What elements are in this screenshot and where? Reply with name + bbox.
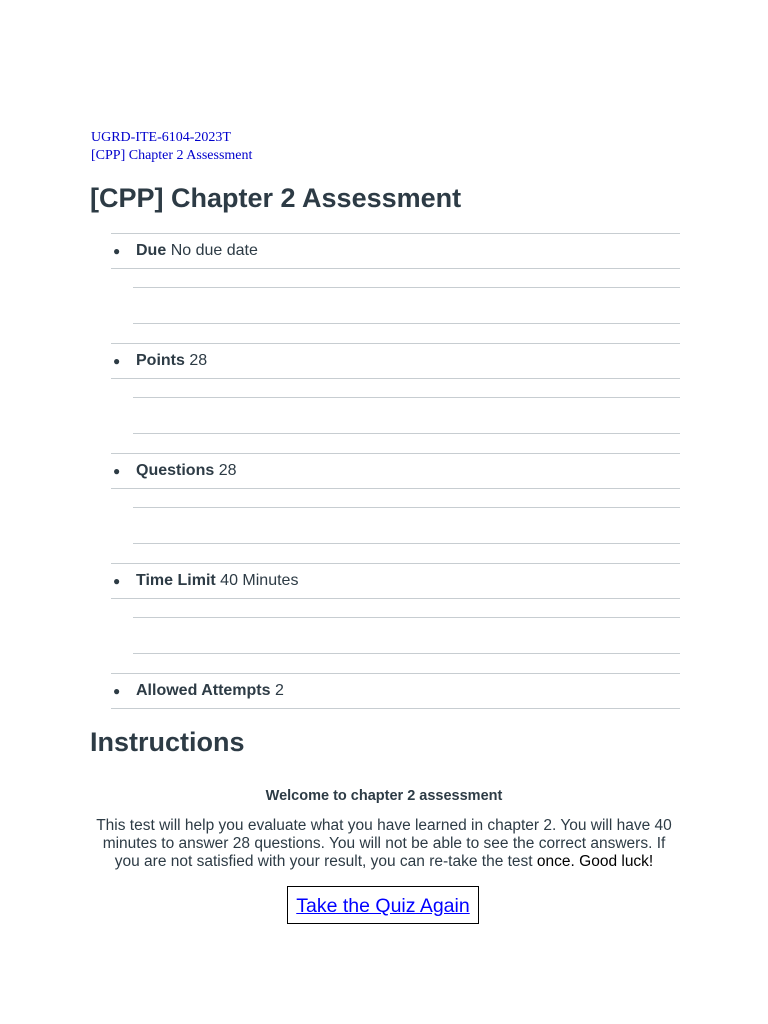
bullet-icon: ● [113,684,121,698]
bullet-icon: ● [113,464,121,478]
bullet-icon: ● [113,244,121,258]
divider [133,653,680,654]
detail-value: 40 Minutes [220,572,299,589]
detail-due [111,233,680,269]
description-main: This test will help you evaluate what you have learned in chapter 2. You will have 40 minutes to answer 28 questions. You will not be able to see the correct answers. If you are not satisfied with your result, you can re-take the test [96,817,672,870]
detail-label: Due [136,242,167,259]
detail-value: No due date [170,242,258,259]
page-title: [CPP] Chapter 2 Assessment [90,183,462,213]
detail-value: 28 [189,352,208,369]
instructions-heading: Instructions [90,727,245,757]
detail-spacer [133,599,680,673]
detail-value: 2 [274,682,284,699]
divider [133,507,680,508]
detail-label: Time Limit [136,572,216,589]
instructions-description [90,817,678,871]
detail-spacer [133,269,680,343]
breadcrumb [91,129,252,165]
detail-label: Allowed Attempts [136,682,271,699]
detail-label: Points [136,352,185,369]
bullet-icon: ● [113,574,121,588]
detail-label: Questions [136,462,215,479]
detail-spacer [133,489,680,563]
divider [133,323,680,324]
detail-spacer [133,379,680,453]
divider [133,543,680,544]
detail-allowed-attempts [111,673,680,709]
take-quiz-again-button[interactable]: Take the Quiz Again [287,886,479,924]
detail-points [111,343,680,379]
divider [133,287,680,288]
description-tail: once. Good luck! [536,853,654,870]
welcome-text: Welcome to chapter 2 assessment [265,788,503,804]
breadcrumb-current-link[interactable]: [CPP] Chapter 2 Assessment [91,148,253,163]
divider [133,433,680,434]
quiz-details-list [111,233,680,709]
detail-questions [111,453,680,489]
detail-value: 28 [218,462,237,479]
divider [133,617,680,618]
divider [133,397,680,398]
breadcrumb-course-link[interactable]: UGRD-ITE-6104-2023T [91,130,231,145]
detail-time-limit [111,563,680,599]
bullet-icon: ● [113,354,121,368]
